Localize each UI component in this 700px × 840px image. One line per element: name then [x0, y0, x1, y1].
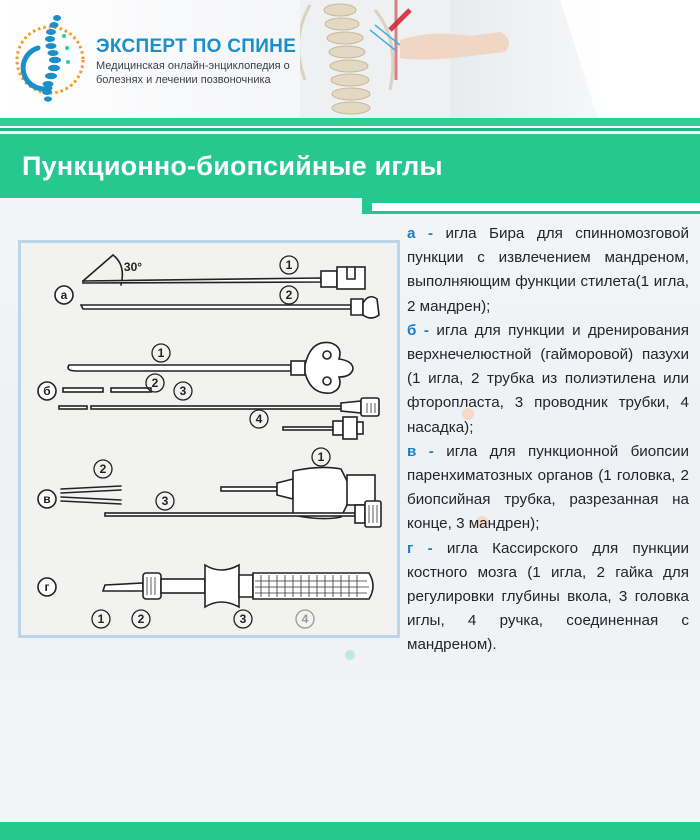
num-b2: 2 [151, 376, 159, 390]
biopsy-tube-top [61, 486, 121, 489]
num-d3: 3 [239, 612, 247, 626]
num-d2: 2 [137, 612, 145, 626]
desc-item-c [407, 440, 689, 537]
num-d4: 4 [301, 612, 309, 626]
needle-a1-hub [321, 271, 337, 287]
desc-key: г - [407, 539, 433, 557]
needle-b1-handle [305, 342, 353, 393]
guide-b3-left [59, 406, 87, 409]
row-label-a: а [60, 288, 68, 302]
decor-dot [345, 650, 355, 660]
header-spine-illustration [300, 0, 700, 126]
guide-b3 [91, 406, 361, 409]
desc-text: игла Кассирского для пункции костного мозга (1 игла, 2 гайка для регулировки глубины вкола, 3 головка иглы, 4 ручка, соединенная с мандреном). [407, 539, 689, 654]
desc-text: игла Бира для спинномозговой пункции с извлечением мандреном, выполняющим функции стилета(1 игла, 2 мандрен); [407, 225, 689, 315]
tip-b4-head [343, 417, 357, 439]
needles-figure [18, 240, 400, 638]
needles-drawing [21, 243, 397, 635]
desc-text: игла для пункции и дренирования верхнечелюстной (гайморовой) пазухи (1 игла, 2 трубка из полиэтилена или фторопласта, 3 проводник трубки, 4 насадка); [407, 321, 689, 436]
guide-b3-knob [361, 398, 379, 416]
site-header [0, 0, 700, 126]
footer-strip [0, 822, 700, 840]
tube-b2-left [63, 388, 103, 392]
num-c2: 2 [99, 462, 107, 476]
num-a2: 2 [285, 288, 293, 302]
needle-a1-head [337, 267, 365, 289]
tube-b2-right [111, 388, 151, 392]
row-label-b: б [43, 384, 51, 398]
desc-item-b [407, 319, 689, 440]
nut-d2 [143, 573, 161, 599]
tip-b4 [283, 427, 333, 430]
needle-d1 [103, 583, 143, 591]
desc-key: а - [407, 225, 434, 242]
num-a1: 1 [285, 258, 293, 272]
num-c3: 3 [161, 494, 169, 508]
row-label-d: г [44, 580, 50, 594]
mandrin-a2 [81, 305, 351, 309]
num-b3: 3 [179, 384, 187, 398]
needle-a1 [83, 278, 321, 283]
mandrin-a2-knob [363, 297, 379, 318]
needles-description [407, 222, 689, 658]
desc-item-a [407, 222, 689, 319]
brand-name: ЭКСПЕРТ ПО СПИНЕ [96, 36, 297, 57]
desc-key: в - [407, 442, 434, 460]
page-title: Пункционно-биопсийные иглы [22, 151, 443, 181]
num-d1: 1 [97, 612, 105, 626]
title-accent-inner [372, 203, 700, 211]
num-b4: 4 [255, 412, 263, 426]
angle-line [83, 255, 113, 281]
needle-b1 [68, 365, 291, 371]
desc-item-d [407, 537, 689, 658]
num-b1: 1 [157, 346, 165, 360]
spine-logo-icon [10, 8, 90, 108]
head-c1-shaft [221, 487, 277, 491]
head-d3 [205, 565, 239, 607]
header-divider [0, 128, 700, 131]
angle-label: 30° [123, 260, 143, 274]
num-c1: 1 [317, 450, 325, 464]
header-green-strip [0, 118, 700, 126]
handle-d4 [253, 573, 373, 599]
desc-key: б - [407, 321, 429, 339]
desc-text: игла для пункционной биопсии паренхиматозных органов (1 головка, 2 биопсийная трубка, разрезанная на конце, 3 мандрен); [407, 442, 689, 533]
brand-tagline: Медицинская онлайн-энциклопедия о болезнях и лечении позвоночника [96, 60, 290, 86]
mandrin-c3 [105, 513, 355, 516]
row-label-c: в [43, 492, 51, 506]
